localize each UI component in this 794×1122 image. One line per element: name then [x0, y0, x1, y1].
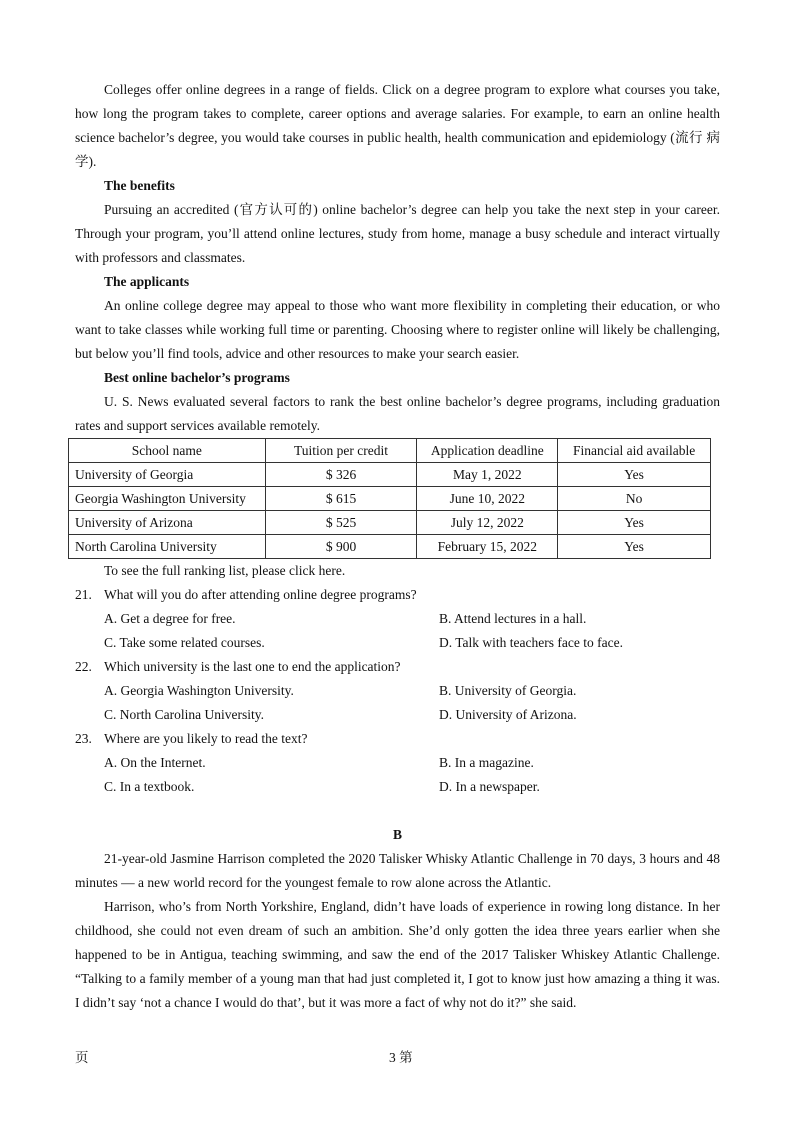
question-22 [75, 655, 720, 679]
table-header-cell: Financial aid available [558, 439, 711, 463]
table-header-cell: School name [69, 439, 266, 463]
table-cell: $ 326 [265, 463, 417, 487]
applicants-heading: The applicants [104, 274, 190, 289]
section-b-heading: B [392, 827, 402, 842]
options-row [75, 751, 720, 775]
applicants-paragraph: An online college degree may appeal to those who want more flexibility in completing their education, or who want to take classes while working full time or parenting. Choosing where to register online will likely be challenging, but below you’ll find tools, advice and other resources to make your search easier. [75, 298, 720, 361]
option-b: B. In a magazine. [439, 755, 534, 770]
question-21 [75, 583, 720, 607]
table-cell: $ 525 [265, 511, 417, 535]
footer-page-number: 3 第 [389, 1050, 413, 1065]
table-cell: University of Georgia [69, 463, 266, 487]
ranking-link-text: To see the full ranking list, please click here. [104, 563, 346, 578]
table-cell: No [558, 487, 711, 511]
programs-paragraph: U. S. News evaluated several factors to rank the best online bachelor’s degree programs, including graduation rates and support services available remotely. [75, 394, 720, 433]
question-text: What will you do after attending online degree programs? [104, 587, 417, 602]
table-cell: North Carolina University [69, 535, 266, 559]
table-row [69, 535, 711, 559]
option-c: C. North Carolina University. [104, 707, 264, 722]
options-row [75, 679, 720, 703]
table-row [69, 487, 711, 511]
options-row [75, 775, 720, 799]
option-b: B. Attend lectures in a hall. [439, 611, 587, 626]
question-number: 23. [75, 731, 92, 746]
question-text: Where are you likely to read the text? [104, 731, 308, 746]
table-header-cell: Tuition per credit [265, 439, 417, 463]
table-cell: Yes [558, 535, 711, 559]
table-cell: $ 615 [265, 487, 417, 511]
section-b-paragraph-2: Harrison, who’s from North Yorkshire, England, didn’t have loads of experience in rowing long distance. In her childhood, she could not even dream of such an ambition. She’d only gotten the idea three years earlier when she happened to be in Antigua, teaching swimming, and saw the end of the 2017 Talisker Whiskey Atlantic Challenge. “Talking to a family member of a young man that had just completed it, I got to know just how amazing a thing it was. I didn’t say ‘not a chance I would do that’, but it was more a fact of why not do it?” she said. [75, 899, 720, 1010]
option-d: D. In a newspaper. [439, 779, 540, 794]
option-d: D. Talk with teachers face to face. [439, 635, 623, 650]
table-cell: University of Arizona [69, 511, 266, 535]
table-cell: Yes [558, 463, 711, 487]
table-cell: Yes [558, 511, 711, 535]
table-cell: May 1, 2022 [417, 463, 558, 487]
table-cell: $ 900 [265, 535, 417, 559]
option-a: A. Get a degree for free. [104, 611, 236, 626]
option-a: A. On the Internet. [104, 755, 206, 770]
page-content [75, 78, 720, 1015]
option-c: C. Take some related courses. [104, 635, 265, 650]
question-23 [75, 727, 720, 751]
options-row [75, 607, 720, 631]
question-number: 21. [75, 587, 92, 602]
option-a: A. Georgia Washington University. [104, 683, 294, 698]
options-row [75, 703, 720, 727]
options-row [75, 631, 720, 655]
option-c: C. In a textbook. [104, 779, 195, 794]
section-b-paragraph-1: 21-year-old Jasmine Harrison completed the 2020 Talisker Whisky Atlantic Challenge in 70 days, 3 hours and 48 minutes — a new world record for the youngest female to row alone across the Atlantic. [75, 851, 720, 890]
table-header-row [69, 439, 711, 463]
option-b: B. University of Georgia. [439, 683, 577, 698]
table-header-cell: Application deadline [417, 439, 558, 463]
footer-page-label: 页 [75, 1050, 89, 1065]
programs-heading: Best online bachelor’s programs [104, 370, 290, 385]
table-cell: Georgia Washington University [69, 487, 266, 511]
intro-paragraph: Colleges offer online degrees in a range of fields. Click on a degree program to explore what courses you take, how long the program takes to complete, career options and average salaries. For example, to earn an online health science bachelor’s degree, you would take courses in public health, health communication and epidemiology (流行 病学). [75, 82, 720, 169]
benefits-heading: The benefits [104, 178, 175, 193]
option-d: D. University of Arizona. [439, 707, 577, 722]
benefits-paragraph: Pursuing an accredited (官方认可的) online bachelor’s degree can help you take the next step in your career. Through your program, you’ll attend online lectures, study from home, manage a busy schedule and interact virtually with professors and classmates. [75, 202, 720, 265]
ranking-table [68, 438, 711, 559]
table-row [69, 511, 711, 535]
table-row [69, 463, 711, 487]
table-cell: June 10, 2022 [417, 487, 558, 511]
table-cell: February 15, 2022 [417, 535, 558, 559]
table-cell: July 12, 2022 [417, 511, 558, 535]
question-text: Which university is the last one to end the application? [104, 659, 401, 674]
question-number: 22. [75, 659, 92, 674]
